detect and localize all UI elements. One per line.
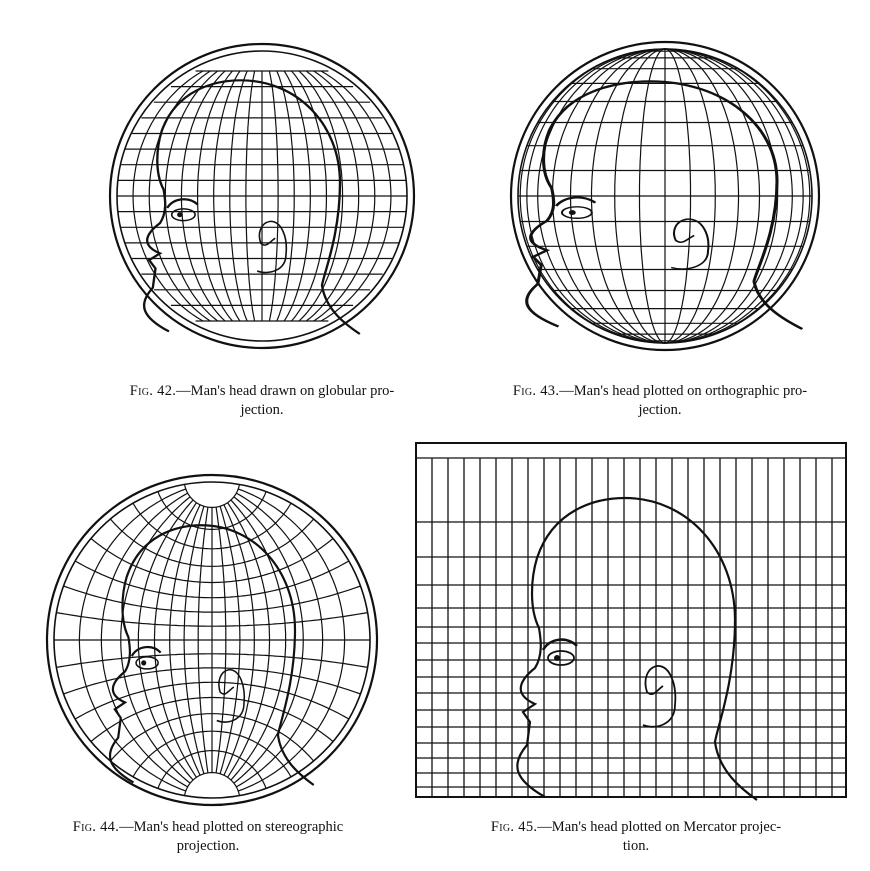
caption-line: jection.	[240, 402, 284, 418]
eyebrow	[167, 199, 198, 208]
caption-fig-42	[130, 382, 394, 420]
eye-pupil	[554, 655, 560, 661]
eyebrow	[132, 647, 161, 656]
parallel-line	[185, 484, 240, 507]
ear	[643, 666, 675, 727]
eye	[548, 651, 574, 665]
figure-43-orthographic	[511, 42, 819, 350]
eye-pupil	[569, 210, 576, 215]
caption-fig-43	[513, 382, 807, 420]
eye-pupil	[141, 660, 146, 665]
eyebrow	[556, 197, 595, 206]
caption-fig-label: Fig. 44.	[72, 819, 120, 835]
head-outline	[517, 498, 757, 800]
caption-line: projection.	[176, 838, 240, 854]
caption-fig-label: Fig. 43.	[512, 383, 560, 399]
caption-line: —Man's head plotted on stereographic	[119, 819, 344, 835]
caption-line: —Man's head drawn on globular pro-	[176, 383, 395, 399]
caption-fig-44	[73, 818, 343, 856]
eye	[562, 207, 592, 218]
eye	[172, 209, 195, 221]
caption-fig-label: Fig. 45.	[490, 819, 538, 835]
caption-line: —Man's head plotted on orthographic pro-	[559, 383, 808, 399]
figure-42-globular	[110, 44, 414, 348]
caption-line: jection.	[638, 402, 682, 418]
figure-44-stereographic	[47, 475, 377, 805]
caption-fig-45	[491, 818, 781, 856]
caption-line: tion.	[622, 838, 650, 854]
caption-fig-label: Fig. 42.	[129, 383, 177, 399]
caption-line: —Man's head plotted on Mercator projec-	[537, 819, 782, 835]
eye-pupil	[177, 212, 182, 217]
head-drawing	[517, 498, 757, 800]
figure-45-mercator	[416, 443, 846, 800]
parallel-line	[185, 773, 240, 796]
